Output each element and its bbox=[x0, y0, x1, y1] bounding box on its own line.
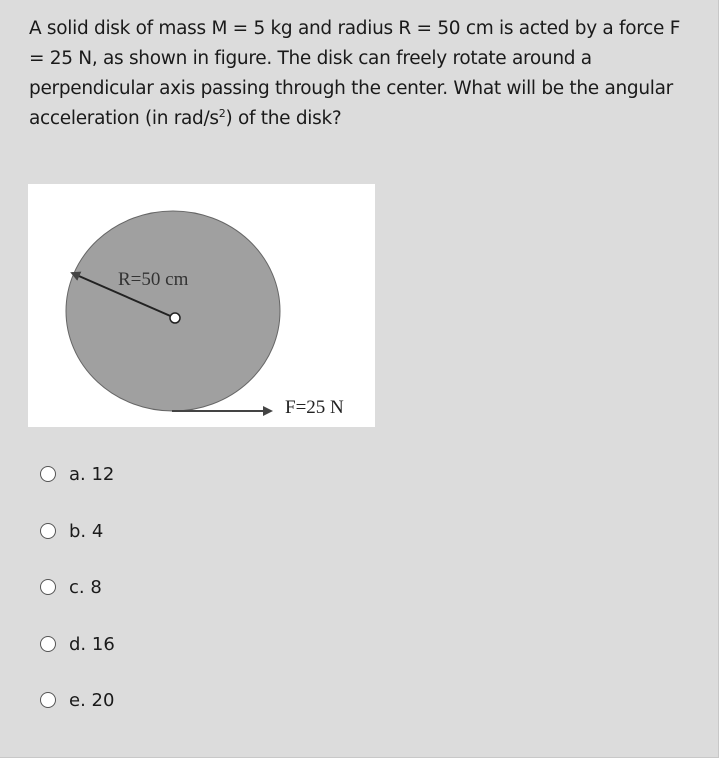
radius-label: R=50 cm bbox=[118, 269, 189, 290]
option-e[interactable] bbox=[40, 687, 114, 713]
question-superscript: 2 bbox=[218, 106, 226, 120]
option-b[interactable] bbox=[40, 518, 103, 544]
radio-button[interactable] bbox=[40, 636, 56, 652]
option-label: a. 12 bbox=[69, 463, 115, 485]
option-a[interactable] bbox=[40, 461, 114, 487]
question-text bbox=[29, 14, 699, 134]
disk bbox=[66, 211, 280, 411]
option-label: e. 20 bbox=[69, 689, 115, 711]
force-label: F=25 N bbox=[285, 397, 344, 418]
radio-button[interactable] bbox=[40, 692, 56, 708]
question-text-main: A solid disk of mass M = 5 kg and radius R = 50 cm is acted by a force F = 25 N, as shown in figure. The disk can freely rotate around a perpendicular axis passing through the center. What will be the angular acceleration (in rad/s bbox=[29, 18, 681, 129]
option-label: b. 4 bbox=[69, 520, 104, 542]
disk-diagram bbox=[28, 184, 375, 427]
question-text-end: ) of the disk? bbox=[225, 108, 342, 129]
center-axis-point bbox=[170, 313, 180, 323]
option-d[interactable] bbox=[40, 631, 115, 657]
radio-button[interactable] bbox=[40, 523, 56, 539]
option-c[interactable] bbox=[40, 574, 102, 600]
radio-button[interactable] bbox=[40, 579, 56, 595]
disk-figure bbox=[28, 184, 375, 427]
radio-button[interactable] bbox=[40, 466, 56, 482]
option-label: d. 16 bbox=[69, 633, 115, 655]
option-label: c. 8 bbox=[69, 576, 102, 598]
